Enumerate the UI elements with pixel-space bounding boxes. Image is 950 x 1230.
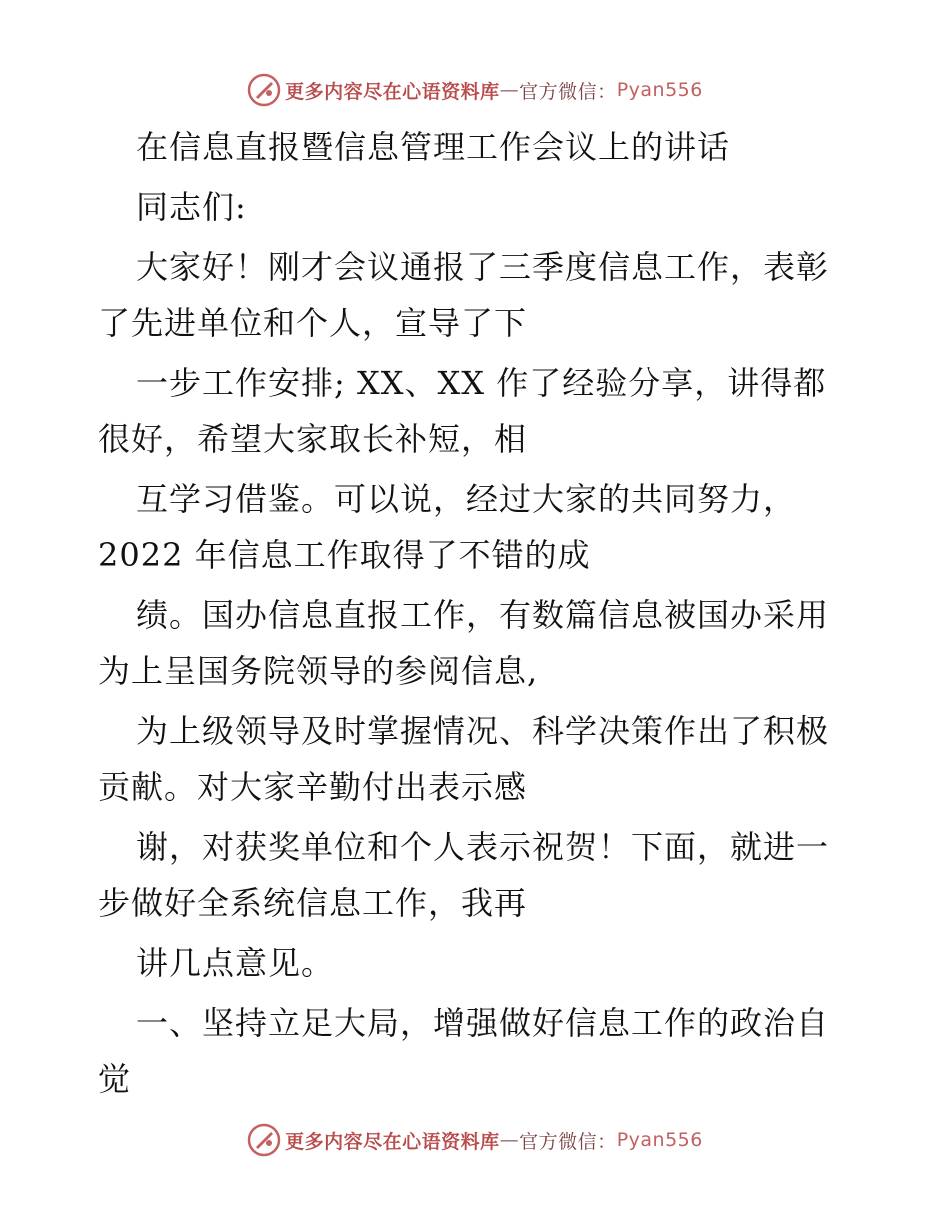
paragraph-line: 贡献。对大家辛勤付出表示感 bbox=[98, 768, 528, 806]
watermark-wechat-id: Pyan556 bbox=[616, 79, 703, 101]
section-heading-continued: 觉 bbox=[98, 1060, 132, 1098]
section-heading: 一、坚持立足大局，增强做好信息工作的政治自 bbox=[136, 1004, 830, 1042]
watermark-dash: — bbox=[499, 1129, 520, 1151]
paragraph-line: 了先进单位和个人，宣导了下 bbox=[98, 304, 528, 342]
watermark-colon: ： bbox=[597, 80, 617, 103]
paragraph-line: 绩。国办信息直报工作，有数篇信息被国办采用 bbox=[136, 596, 830, 634]
watermark-colon: ： bbox=[597, 1130, 617, 1153]
header-watermark bbox=[0, 70, 950, 110]
watermark-wechat-id: Pyan556 bbox=[616, 1129, 703, 1151]
paragraph-line: 步做好全系统信息工作，我再 bbox=[98, 884, 528, 922]
paragraph-line: 为上呈国务院领导的参阅信息, bbox=[98, 652, 539, 690]
paragraph-line: 为上级领导及时掌握情况、科学决策作出了积极 bbox=[136, 712, 830, 750]
paragraph-line: 谢，对获奖单位和个人表示祝贺！下面，就进一 bbox=[136, 828, 830, 866]
paragraph-line: 讲几点意见。 bbox=[136, 944, 335, 982]
paragraph-line: 2022 年信息工作取得了不错的成 bbox=[98, 536, 591, 574]
paragraph-line: 大家好！刚才会议通报了三季度信息工作，表彰 bbox=[136, 248, 830, 286]
watermark-official-label: 官方微信 bbox=[519, 80, 598, 103]
pen-quill-seal-icon bbox=[247, 1123, 281, 1157]
footer-watermark bbox=[0, 1120, 950, 1160]
watermark-official-label: 官方微信 bbox=[519, 1130, 598, 1153]
paragraph-line: 很好，希望大家取长补短，相 bbox=[98, 420, 528, 458]
pen-quill-seal-icon bbox=[247, 73, 281, 107]
document-title: 在信息直报暨信息管理工作会议上的讲话 bbox=[136, 128, 731, 166]
paragraph-line: 互学习借鉴。可以说，经过大家的共同努力， bbox=[136, 480, 797, 518]
watermark-dash: — bbox=[499, 79, 520, 101]
paragraph-line: 一步工作安排; XX、XX 作了经验分享，讲得都 bbox=[136, 364, 827, 402]
watermark-main-text: 更多内容尽在心语资料库 bbox=[285, 1130, 500, 1153]
salutation: 同志们: bbox=[136, 188, 247, 226]
watermark-main-text: 更多内容尽在心语资料库 bbox=[285, 80, 500, 103]
